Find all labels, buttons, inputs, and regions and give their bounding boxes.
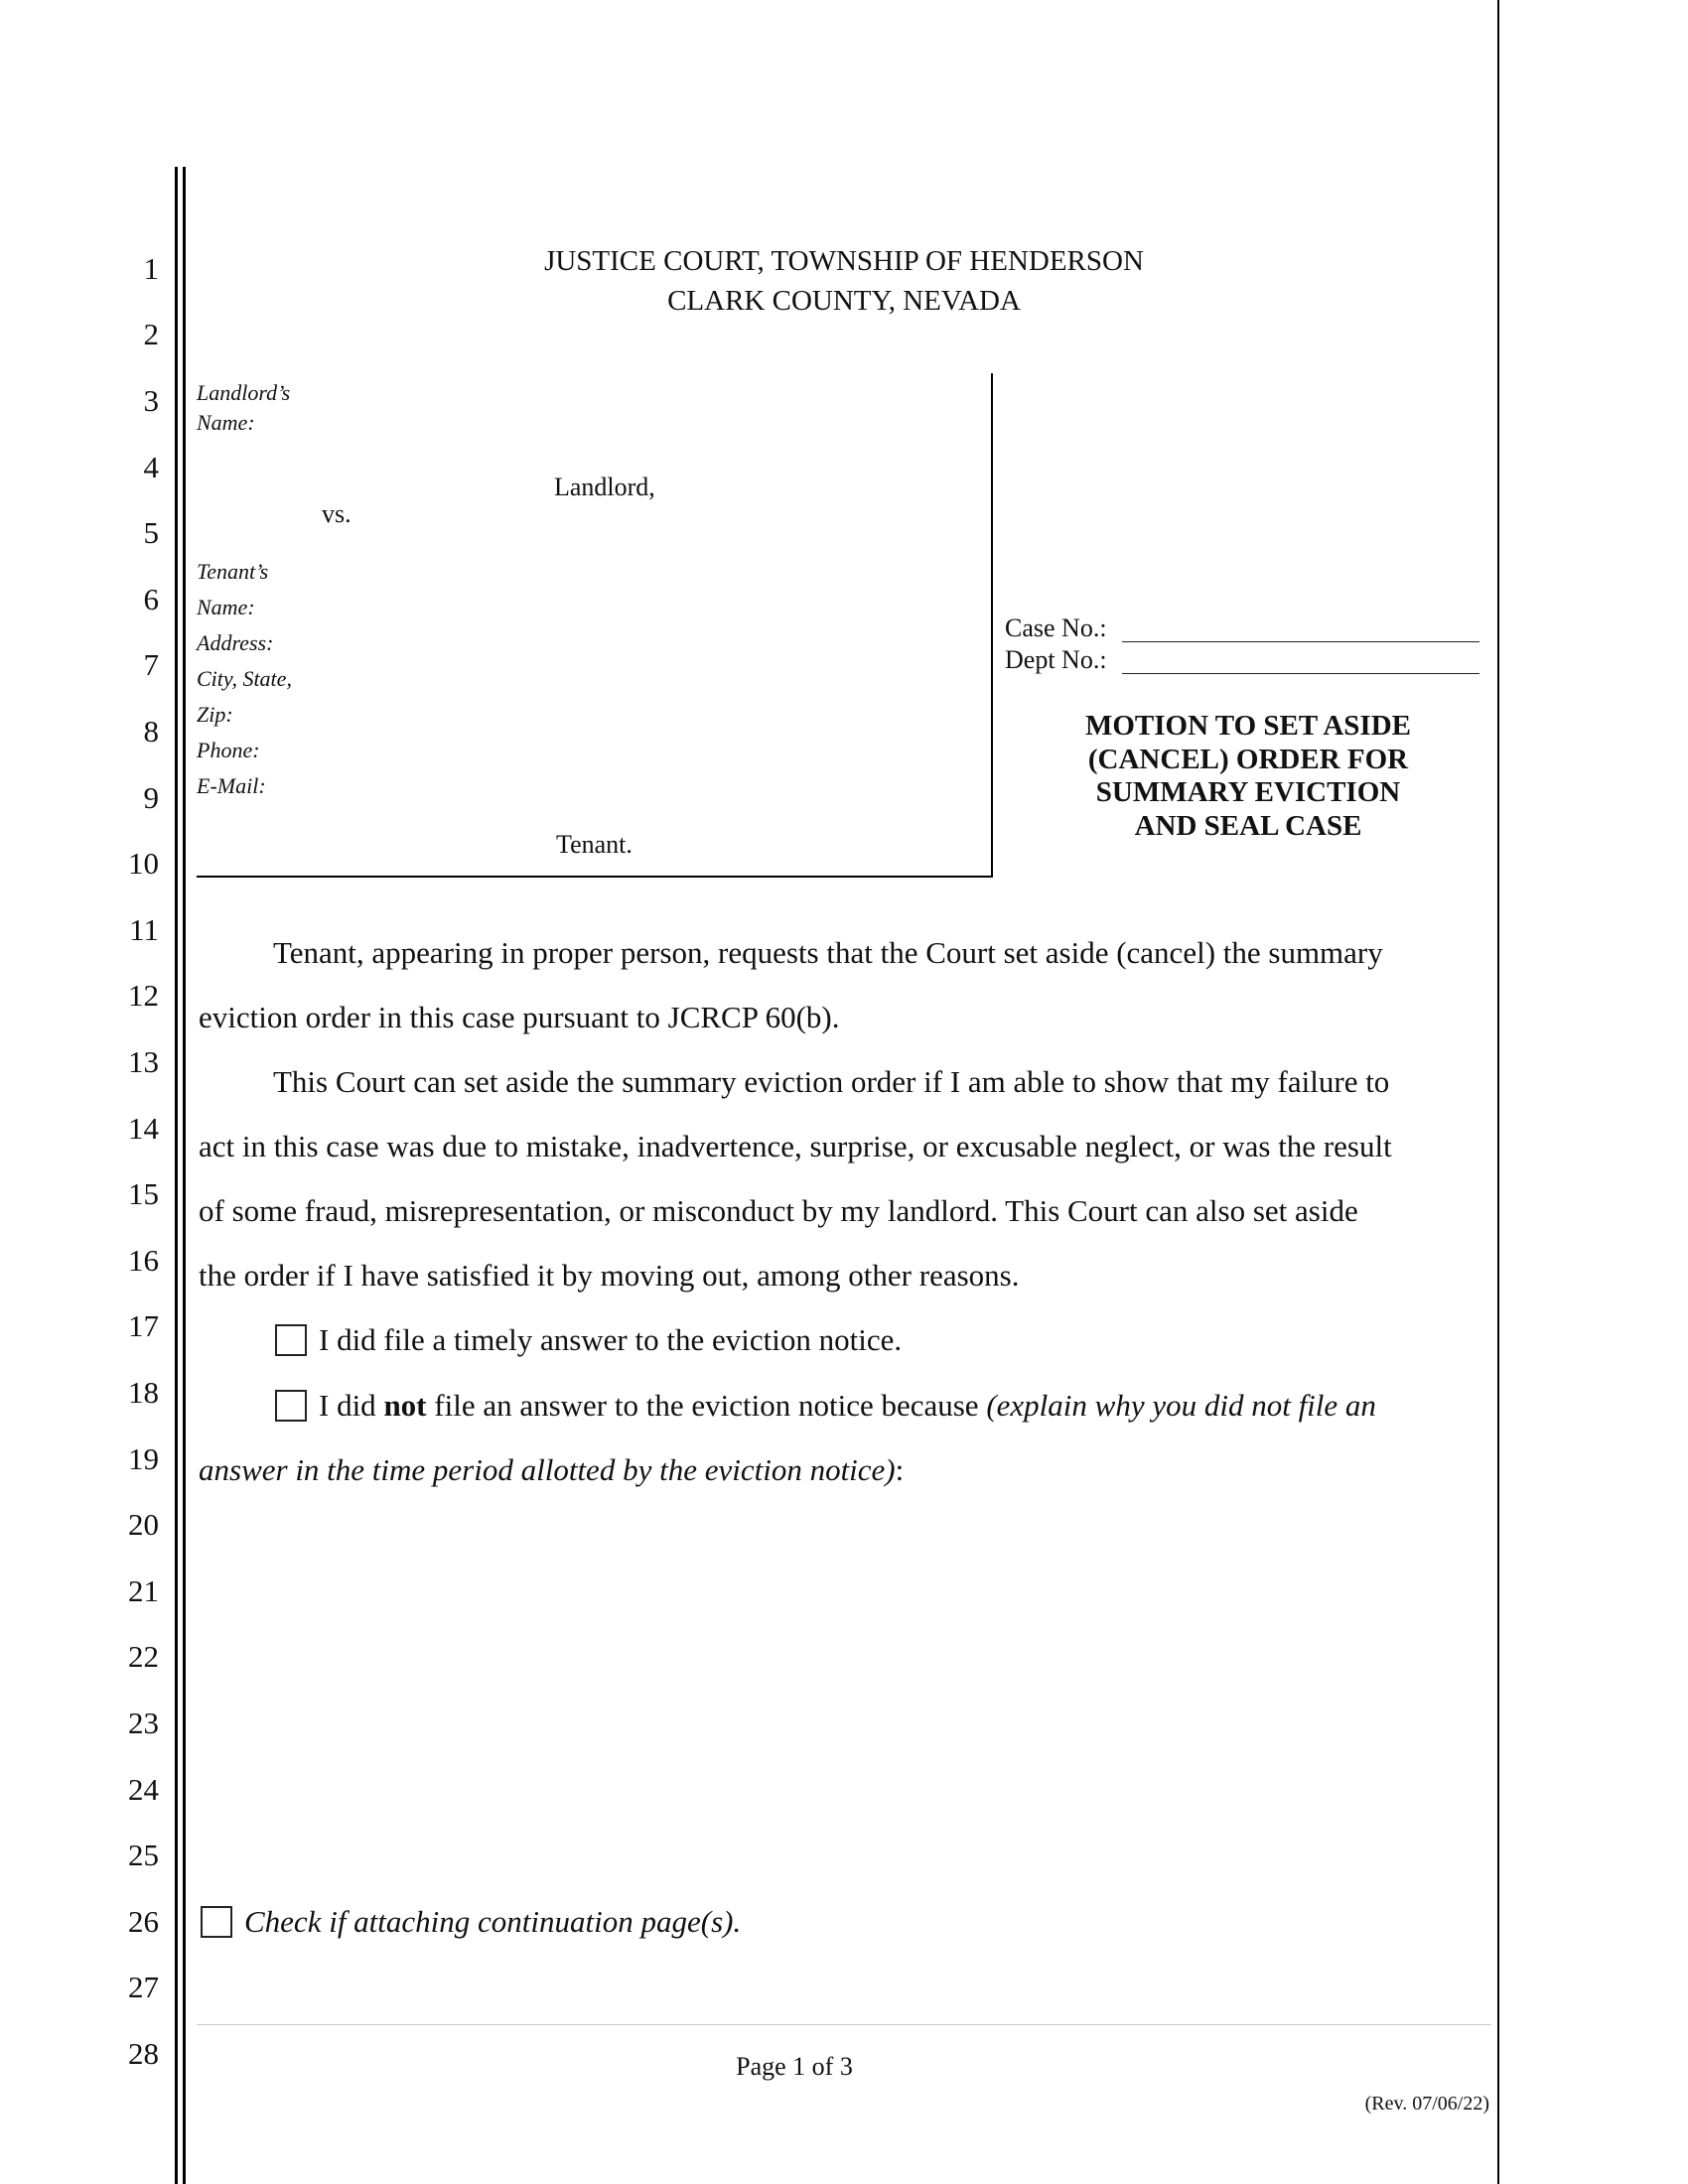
right-margin-rule <box>1497 0 1499 2184</box>
dept-no-label: Dept No.: <box>1005 645 1107 674</box>
paragraph-2-line-2: act in this case was due to mistake, inadvertence, surprise, or excusable neglect, or was the result <box>199 1129 1392 1163</box>
paragraph-2-line-3: of some fraud, misrepresentation, or misconduct by my landlord. This Court can also set aside <box>199 1193 1358 1228</box>
landlord-name-label-2: Name: <box>197 410 255 435</box>
motion-title-line-1: MOTION TO SET ASIDE <box>1085 710 1411 742</box>
motion-title-line-3: SUMMARY EVICTION <box>1095 776 1401 808</box>
case-no-field[interactable] <box>1122 641 1479 642</box>
court-county: CLARK COUNTY, NEVADA <box>667 285 1021 317</box>
left-margin-rule-outer <box>175 167 178 2184</box>
line-number: 10 <box>128 846 159 881</box>
no-answer-text-b: file an answer to the eviction notice because <box>426 1388 987 1423</box>
line-number: 28 <box>128 2036 159 2071</box>
timely-answer-label: I did file a timely answer to the eviction notice. <box>319 1322 903 1357</box>
paragraph-1-line-1: Tenant, appearing in proper person, requests that the Court set aside (cancel) the summary <box>273 935 1383 970</box>
no-answer-checkbox[interactable] <box>275 1390 307 1422</box>
page-number: Page 1 of 3 <box>736 2052 853 2081</box>
continuation-checkbox[interactable] <box>201 1906 232 1938</box>
caption-vertical-rule <box>991 373 993 878</box>
tenant-email-label: E-Mail: <box>197 773 266 798</box>
case-no-label: Case No.: <box>1005 614 1107 642</box>
line-number: 22 <box>128 1639 159 1674</box>
line-number: 6 <box>143 582 159 616</box>
footer-rule <box>197 2024 1491 2025</box>
line-number: 15 <box>128 1176 159 1211</box>
motion-title-line-4: AND SEAL CASE <box>1134 810 1362 842</box>
line-number: 26 <box>128 1904 159 1939</box>
tenant-phone-label: Phone: <box>197 738 260 762</box>
landlord-role: Landlord, <box>554 473 655 501</box>
line-number: 11 <box>129 912 159 947</box>
line-number: 13 <box>128 1044 159 1079</box>
line-number: 7 <box>143 647 159 682</box>
tenant-name-label: Name: <box>197 595 255 619</box>
dept-no-field[interactable] <box>1122 673 1479 674</box>
line-number: 14 <box>128 1111 159 1146</box>
line-number: 5 <box>143 515 159 550</box>
versus-label: vs. <box>322 499 352 528</box>
left-margin-rule-inner <box>183 167 186 2184</box>
line-number: 8 <box>143 714 159 749</box>
line-number: 21 <box>128 1573 159 1608</box>
no-answer-label <box>319 1390 1376 1421</box>
paragraph-2-line-4: the order if I have satisfied it by moving out, among other reasons. <box>199 1258 1020 1293</box>
tenant-address-label: Address: <box>197 630 274 655</box>
line-number: 25 <box>128 1838 159 1872</box>
motion-title-line-2: (CANCEL) ORDER FOR <box>1087 744 1409 775</box>
court-name: JUSTICE COURT, TOWNSHIP OF HENDERSON <box>544 245 1144 277</box>
timely-answer-checkbox[interactable] <box>275 1324 307 1356</box>
line-number: 24 <box>128 1772 159 1807</box>
paragraph-1-line-2: eviction order in this case pursuant to JCRCP 60(b). <box>199 1000 840 1034</box>
line-number: 19 <box>128 1441 159 1476</box>
line-number: 1 <box>143 251 159 286</box>
line-number: 12 <box>128 978 159 1013</box>
line-number: 3 <box>143 383 159 418</box>
no-answer-colon: : <box>895 1452 905 1487</box>
line-number: 27 <box>128 1970 159 2004</box>
no-answer-instruction-2: answer in the time period allotted by the eviction notice) <box>199 1452 896 1487</box>
line-number: 18 <box>128 1375 159 1410</box>
caption-bottom-rule <box>197 876 993 878</box>
explanation-writing-area[interactable] <box>199 1499 1489 1896</box>
tenant-role: Tenant. <box>556 830 633 859</box>
tenant-zip-label: Zip: <box>197 702 233 727</box>
landlord-name-label: Landlord’s <box>197 380 291 405</box>
no-answer-instruction-1: (explain why you did not file an <box>986 1388 1376 1423</box>
line-number: 20 <box>128 1507 159 1542</box>
paragraph-2-line-1: This Court can set aside the summary eviction order if I am able to show that my failure to <box>273 1064 1390 1099</box>
no-answer-text-a: I did <box>319 1388 384 1423</box>
line-number: 23 <box>128 1706 159 1740</box>
line-number: 9 <box>143 780 159 815</box>
tenant-label: Tenant’s <box>197 559 269 584</box>
line-number: 4 <box>143 450 159 484</box>
continuation-label: Check if attaching continuation page(s). <box>244 1904 742 1939</box>
line-number: 16 <box>128 1243 159 1278</box>
no-answer-instruction-line-2 <box>199 1454 904 1485</box>
line-number: 17 <box>128 1308 159 1343</box>
tenant-city-state-label: City, State, <box>197 666 292 691</box>
no-answer-not-emphasis: not <box>383 1388 427 1423</box>
line-number: 2 <box>143 317 159 351</box>
revision-date: (Rev. 07/06/22) <box>1364 2093 1489 2115</box>
